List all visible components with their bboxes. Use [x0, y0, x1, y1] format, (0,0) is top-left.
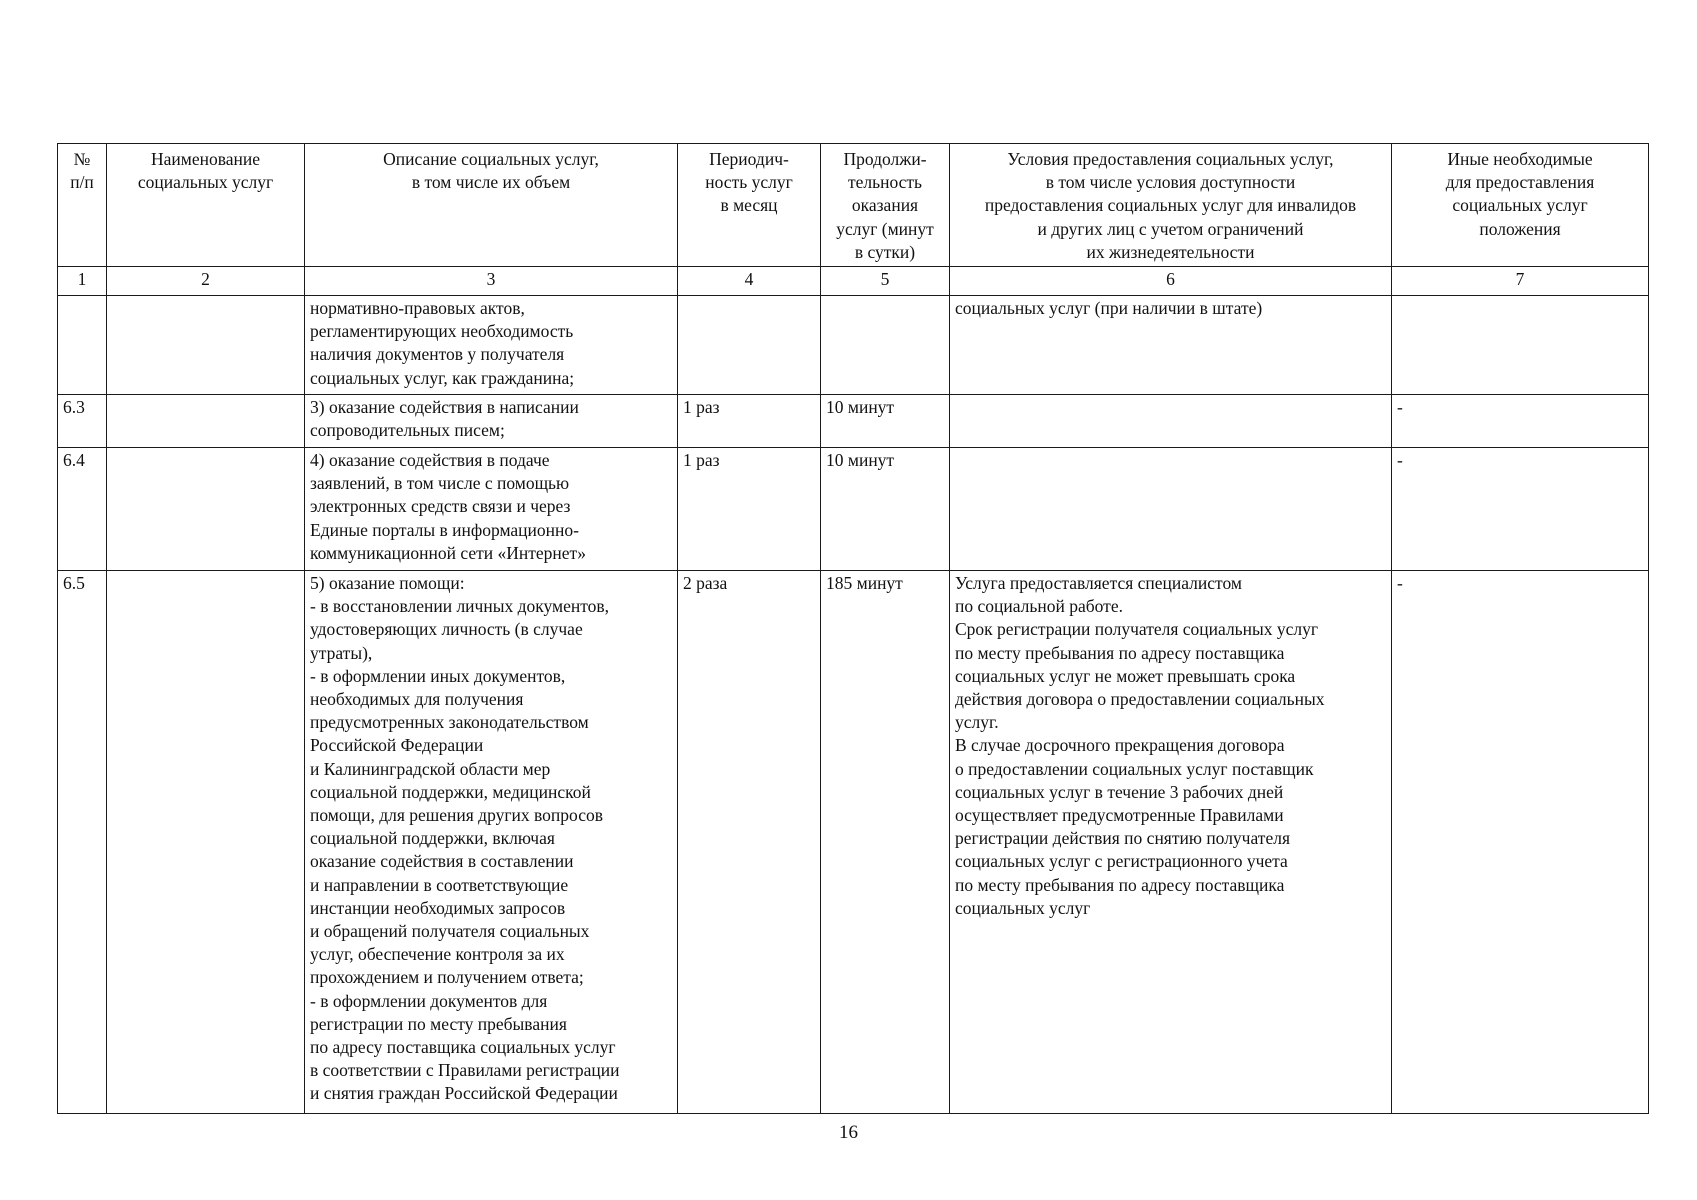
- service-conditions: [950, 395, 1392, 448]
- row-number: 6.3: [58, 395, 107, 448]
- service-duration: 185 минут: [821, 571, 950, 1114]
- page-number: 16: [839, 1122, 858, 1143]
- service-periodicity: 2 раза: [678, 571, 821, 1114]
- header-other: Иные необходимые для предоставления социальных услуг положения: [1392, 144, 1649, 267]
- header-number: № п/п: [58, 144, 107, 267]
- header-description: Описание социальных услуг, в том числе их объем: [305, 144, 678, 267]
- column-number-row: [58, 267, 1649, 296]
- service-description: 4) оказание содействия в подаче заявлений, в том числе с помощью электронных средств связи и через Единые порталы в информационно- коммуникационной сети «Интернет»: [305, 448, 678, 571]
- table-row: [58, 395, 1649, 448]
- header-service-name: Наименование социальных услуг: [107, 144, 305, 267]
- service-name: [107, 395, 305, 448]
- column-number: 6: [950, 267, 1392, 296]
- service-duration: 10 минут: [821, 448, 950, 571]
- service-other: -: [1392, 448, 1649, 571]
- column-number: 7: [1392, 267, 1649, 296]
- service-description: 3) оказание содействия в написании сопроводительных писем;: [305, 395, 678, 448]
- service-name: [107, 448, 305, 571]
- column-number: 3: [305, 267, 678, 296]
- column-number: 5: [821, 267, 950, 296]
- table-row: [58, 571, 1649, 1114]
- column-number: 1: [58, 267, 107, 296]
- service-name: [107, 571, 305, 1114]
- column-number: 2: [107, 267, 305, 296]
- service-description: 5) оказание помощи: - в восстановлении личных документов, удостоверяющих личность (в случае утраты), - в оформлении иных документов, необходимых для получения предусмотренных законодательством Российской Федерации и Калининградской области мер социальной поддержки, медицинской помощи, для решения других вопросов социальной поддержки, включая оказание содействия в составлении и направлении в соответствующие инстанции необходимых запросов и обращений получателя социальных услуг, обеспечение контроля за их прохождением и получением ответа; - в оформлении документов для регистрации по месту пребывания по адресу поставщика социальных услуг в соответствии с Правилами регистрации и снятия граждан Российской Федерации: [305, 571, 678, 1114]
- service-periodicity: 1 раз: [678, 448, 821, 571]
- table-row: [58, 448, 1649, 571]
- table-row: [58, 296, 1649, 395]
- service-other: -: [1392, 395, 1649, 448]
- service-name: [107, 296, 305, 395]
- service-other: -: [1392, 571, 1649, 1114]
- row-number: [58, 296, 107, 395]
- row-number: 6.5: [58, 571, 107, 1114]
- service-duration: 10 минут: [821, 395, 950, 448]
- service-conditions: [950, 448, 1392, 571]
- service-other: [1392, 296, 1649, 395]
- service-periodicity: [678, 296, 821, 395]
- column-number: 4: [678, 267, 821, 296]
- header-conditions: Условия предоставления социальных услуг, в том числе условия доступности предоставления социальных услуг для инвалидов и других лиц с учетом ограничений их жизнедеятельности: [950, 144, 1392, 267]
- header-periodicity: Периодич- ность услуг в месяц: [678, 144, 821, 267]
- services-table: [57, 143, 1649, 1114]
- header-row: [58, 144, 1649, 267]
- row-number: 6.4: [58, 448, 107, 571]
- header-duration: Продолжи- тельность оказания услуг (минут в сутки): [821, 144, 950, 267]
- service-conditions: социальных услуг (при наличии в штате): [950, 296, 1392, 395]
- service-periodicity: 1 раз: [678, 395, 821, 448]
- service-duration: [821, 296, 950, 395]
- service-description: нормативно-правовых актов, регламентирующих необходимость наличия документов у получателя социальных услуг, как гражданина;: [305, 296, 678, 395]
- service-conditions: Услуга предоставляется специалистом по социальной работе. Срок регистрации получателя социальных услуг по месту пребывания по адресу поставщика социальных услуг не может превышать срока действия договора о предоставлении социальных услуг. В случае досрочного прекращения договора о предоставлении социальных услуг поставщик социальных услуг в течение 3 рабочих дней осуществляет предусмотренные Правилами регистрации действия по снятию получателя социальных услуг с регистрационного учета по месту пребывания по адресу поставщика социальных услуг: [950, 571, 1392, 1114]
